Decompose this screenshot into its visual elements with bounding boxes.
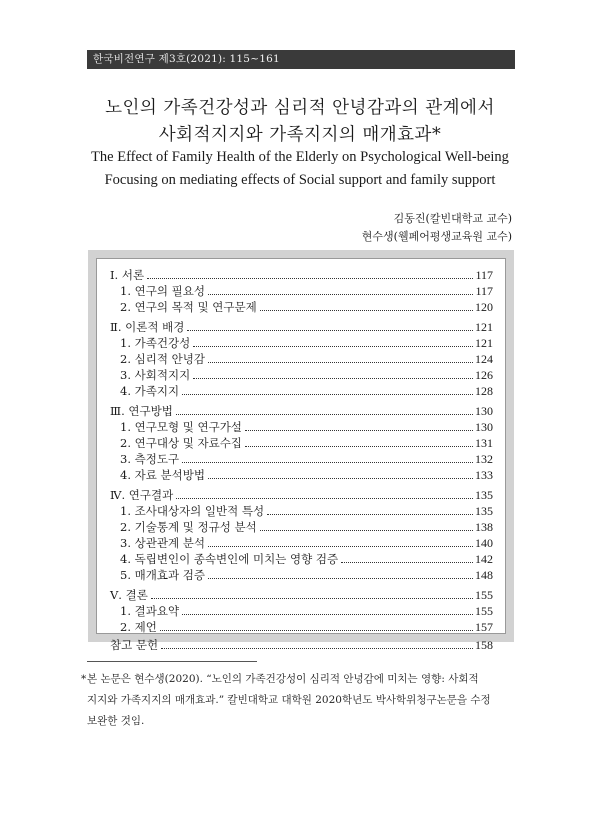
journal-header: 한국비전연구 제3호(2021): 115~161 xyxy=(87,50,515,69)
toc-leader-dots xyxy=(161,647,473,649)
toc-page-number: 155 xyxy=(475,588,493,602)
table-of-contents-frame xyxy=(88,250,514,652)
toc-entry-label: 2. 연구의 목적 및 연구문제 xyxy=(120,300,257,314)
footnote-line: 본 논문은 현수생(2020). “노인의 가족건강성이 심리적 안녕감에 미치는 영향: 사회적 xyxy=(87,673,479,685)
toc-entry-label: Ⅲ. 연구방법 xyxy=(110,404,173,418)
toc-page-number: 121 xyxy=(475,336,493,350)
toc-page-number: 142 xyxy=(475,552,493,566)
toc-entry-label: 1. 조사대상자의 일반적 특성 xyxy=(120,504,265,518)
toc-subsection-entry xyxy=(120,603,493,619)
author-1: 김동진(칼빈대학교 교수) xyxy=(393,212,512,225)
toc-page-number: 130 xyxy=(475,404,493,418)
toc-leader-dots xyxy=(245,445,473,447)
toc-page-number: 157 xyxy=(475,620,493,634)
toc-leader-dots xyxy=(182,393,473,395)
toc-entry-label: 5. 매개효과 검증 xyxy=(120,568,205,582)
toc-leader-dots xyxy=(208,545,473,547)
toc-entry-label: 1. 결과요약 xyxy=(120,604,180,618)
toc-leader-dots xyxy=(208,293,474,295)
toc-entry-label: 4. 독립변인이 종속변인에 미치는 영향 검증 xyxy=(120,552,339,566)
toc-entry-label: Ⅴ. 결론 xyxy=(110,588,148,602)
toc-subsection-entry xyxy=(120,419,493,435)
footnote-line: 지지와 가족지지의 매개효과.” 칼빈대학교 대학원 2020학년도 박사학위청구논문을 수정 xyxy=(87,694,491,706)
toc-page-number: 120 xyxy=(475,300,493,314)
toc-subsection-entry xyxy=(120,451,493,467)
toc-entry-label: 2. 제언 xyxy=(120,620,157,634)
korean-title-line-2: 사회적지지와 가족지지의 매개효과* xyxy=(158,125,442,145)
toc-subsection-entry xyxy=(120,519,493,535)
toc-subsection-entry xyxy=(120,367,493,383)
toc-section-entry xyxy=(110,319,493,335)
toc-section-entry xyxy=(110,587,493,603)
toc-leader-dots xyxy=(260,529,473,531)
toc-page-number: 148 xyxy=(475,568,493,582)
toc-entry-label: Ⅱ. 이론적 배경 xyxy=(110,320,185,334)
english-title-line-2: Focusing on mediating effects of Social support and family support xyxy=(104,172,496,188)
toc-entry-label: 3. 사회적지지 xyxy=(120,368,191,382)
toc-section-entry xyxy=(110,487,493,503)
toc-entry-label: 3. 상관관계 분석 xyxy=(120,536,205,550)
toc-leader-dots xyxy=(208,577,473,579)
footnote xyxy=(81,669,517,732)
toc-leader-dots xyxy=(176,497,473,499)
english-title-line-1: The Effect of Family Health of the Elderly on Psychological Well-being xyxy=(91,149,509,165)
toc-leader-dots xyxy=(160,629,473,631)
footnote-divider xyxy=(87,661,257,662)
toc-leader-dots xyxy=(260,309,473,311)
toc-page-number: 132 xyxy=(475,452,493,466)
footnote-mark: * xyxy=(81,673,87,685)
toc-page-number: 130 xyxy=(475,420,493,434)
toc-leader-dots xyxy=(182,613,473,615)
toc-page-number: 117 xyxy=(475,284,493,298)
toc-section-entry xyxy=(110,403,493,419)
toc-subsection-entry xyxy=(120,503,493,519)
toc-page-number: 131 xyxy=(475,436,493,450)
toc-entry-label: 2. 기술통계 및 정규성 분석 xyxy=(120,520,257,534)
toc-leader-dots xyxy=(245,429,473,431)
toc-entry-label: 1. 가족건강성 xyxy=(120,336,191,350)
toc-leader-dots xyxy=(187,329,473,331)
toc-subsection-entry xyxy=(120,383,493,399)
toc-subsection-entry xyxy=(120,283,493,299)
toc-leader-dots xyxy=(151,597,473,599)
toc-leader-dots xyxy=(182,461,473,463)
toc-page-number: 138 xyxy=(475,520,493,534)
toc-page-number: 133 xyxy=(475,468,493,482)
toc-entry-label: 참고 문헌 xyxy=(110,638,159,652)
toc-page-number: 158 xyxy=(475,638,493,652)
toc-page-number: 155 xyxy=(475,604,493,618)
toc-subsection-entry xyxy=(120,619,493,635)
toc-subsection-entry xyxy=(120,435,493,451)
toc-subsection-entry xyxy=(120,335,493,351)
toc-entry-label: 2. 심리적 안녕감 xyxy=(120,352,205,366)
footnote-line: 보완한 것임. xyxy=(87,715,145,727)
toc-page-number: 126 xyxy=(475,368,493,382)
toc-subsection-entry xyxy=(120,535,493,551)
toc-entry-label: 2. 연구대상 및 자료수집 xyxy=(120,436,242,450)
toc-page-number: 135 xyxy=(475,488,493,502)
table-of-contents xyxy=(96,258,506,652)
toc-page-number: 117 xyxy=(475,268,493,282)
toc-page-number: 140 xyxy=(475,536,493,550)
toc-leader-dots xyxy=(341,561,473,563)
author-2: 현수생(웰페어평생교육원 교수) xyxy=(361,230,512,243)
toc-leader-dots xyxy=(193,345,473,347)
toc-subsection-entry xyxy=(120,567,493,583)
toc-leader-dots xyxy=(267,513,473,515)
toc-subsection-entry xyxy=(120,551,493,567)
korean-title-line-1: 노인의 가족건강성과 심리적 안녕감과의 관계에서 xyxy=(105,98,495,118)
toc-page-number: 128 xyxy=(475,384,493,398)
toc-subsection-entry xyxy=(120,351,493,367)
toc-entry-label: Ⅳ. 연구결과 xyxy=(110,488,174,502)
toc-leader-dots xyxy=(176,413,473,415)
toc-entry-label: 4. 가족지지 xyxy=(120,384,180,398)
toc-leader-dots xyxy=(147,277,473,279)
toc-leader-dots xyxy=(208,477,473,479)
toc-page-number: 121 xyxy=(475,320,493,334)
toc-section-entry xyxy=(110,267,493,283)
toc-entry-label: 4. 자료 분석방법 xyxy=(120,468,205,482)
toc-leader-dots xyxy=(193,377,473,379)
toc-page-number: 124 xyxy=(475,352,493,366)
toc-entry-label: 3. 측정도구 xyxy=(120,452,180,466)
toc-entry-label: 1. 연구모형 및 연구가설 xyxy=(120,420,242,434)
toc-page-number: 135 xyxy=(475,504,493,518)
toc-subsection-entry xyxy=(120,299,493,315)
toc-leader-dots xyxy=(208,361,473,363)
toc-entry-label: 1. 연구의 필요성 xyxy=(120,284,205,298)
toc-subsection-entry xyxy=(120,467,493,483)
toc-entry-label: Ⅰ. 서론 xyxy=(110,268,145,282)
toc-section-entry xyxy=(110,637,493,653)
